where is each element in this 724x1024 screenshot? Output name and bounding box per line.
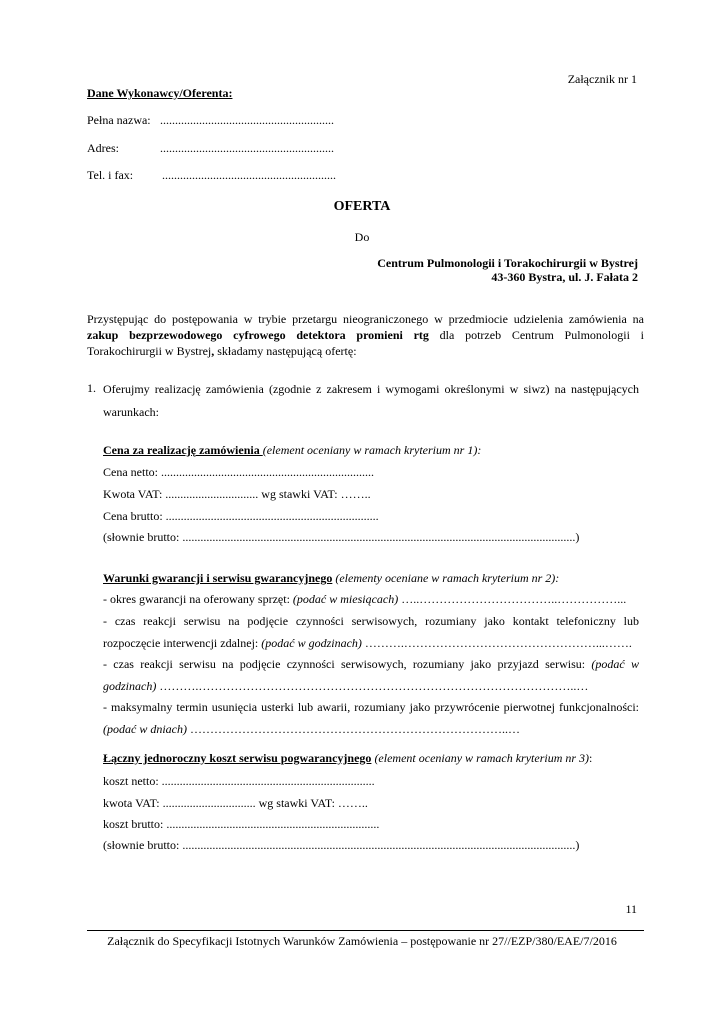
page-number: 11 [625, 902, 637, 916]
repair-time-text: - maksymalny termin usunięcia usterki lub awarii, rozumiany jako przywrócenie pierwotnej funkcjonalności: [103, 700, 639, 714]
attachment-label: Załącznik nr 1 [567, 72, 637, 86]
warranty-heading-text: Warunki gwarancji i serwisu gwarancyjnego [103, 571, 333, 585]
onsite-response-hint: (podać w godzinach) [103, 657, 639, 693]
remote-response-text: - czas reakcji serwisu na podjęcie czynności serwisowych, rozumiany jako kontakt telefoniczny lub rozpoczęcie interwencji zdalnej: [103, 614, 639, 650]
warranty-period-label: - okres gwarancji na oferowany sprzęt: [103, 592, 293, 606]
warranty-period-field: …..……………………………..……………... [398, 592, 627, 606]
onsite-response-field: ……….…………………………………………………………………………………..… [156, 679, 589, 693]
price-words: (słownie brutto: ...................................................................................................................................) [103, 530, 580, 544]
offer-to: Do [354, 230, 370, 244]
intro-text-2: dla potrzeb Centrum Pulmonologii i Torakochirurgii w Bystrej [87, 328, 644, 358]
warranty-heading [103, 571, 559, 586]
phone-fax-field: .......................................................... [162, 168, 336, 182]
remote-response-field: ……….…………………………………………...……. [361, 636, 632, 650]
intro-paragraph [87, 311, 644, 359]
postwarranty-vat: kwota VAT: ............................... wg stawki VAT: …….. [103, 796, 368, 810]
remote-response-hint: (podać w godzinach) [261, 636, 362, 650]
warranty-onsite-response [103, 653, 639, 697]
warranty-heading-note: (elementy oceniane w ramach kryterium nr 2): [332, 571, 560, 585]
repair-time-hint: (podać w dniach) [103, 722, 187, 736]
warranty-repair-time [103, 696, 639, 740]
intro-subject: zakup bezprzewodowego cyfrowego detektora promieni rtg [87, 328, 429, 342]
price-heading-note: (element oceniany w ramach kryterium nr 1): [262, 443, 482, 457]
onsite-response-text: - czas reakcji serwisu na podjęcie czynności serwisowych, rozumiany jako przyjazd serwisu: [103, 657, 592, 671]
address-label: Adres: [87, 141, 119, 155]
address-field: .......................................................... [160, 141, 334, 155]
phone-fax-label: Tel. i fax: [87, 168, 134, 182]
postwarranty-words: (słownie brutto: ...................................................................................................................................) [103, 838, 580, 852]
intro-text-1: Przystępując do postępowania w trybie przetargu nieograniczonego w przedmiocie udzielenia zamówienia na [87, 312, 644, 326]
footer-text: Załącznik do Specyfikacji Istotnych Warunków Zamówienia – postępowanie nr 27//EZP/380/EAE/7/2016 [107, 934, 617, 948]
repair-time-field: ……………………………………………………………………..… [186, 722, 520, 736]
price-heading [103, 443, 481, 458]
price-gross: Cena brutto: ....................................................................... [103, 509, 379, 523]
warranty-period [103, 592, 626, 607]
recipient-line1: Centrum Pulmonologii i Torakochirurgii w Bystrej [377, 256, 638, 270]
intro-text-3: składamy następującą ofertę: [214, 344, 357, 358]
price-net: Cena netto: ....................................................................... [103, 465, 374, 479]
postwarranty-heading-note: (element oceniany w ramach kryterium nr 3) [371, 751, 590, 765]
postwarranty-net: koszt netto: ....................................................................... [103, 774, 375, 788]
postwarranty-heading-text: Łączny jednoroczny koszt serwisu pogwarancyjnego [103, 751, 372, 765]
postwarranty-gross: koszt brutto: ....................................................................... [103, 817, 380, 831]
price-vat: Kwota VAT: ............................... wg stawki VAT: …….. [103, 487, 371, 501]
footer-divider [87, 930, 644, 931]
contractor-heading: Dane Wykonawcy/Oferenta: [87, 86, 233, 100]
full-name-field: .......................................................... [160, 113, 334, 127]
item1-text: Oferujmy realizację zamówienia (zgodnie z zakresem i wymogami określonymi w siwz) na następujących warunkach: [103, 382, 639, 419]
postwarranty-heading-colon: : [589, 751, 593, 765]
postwarranty-heading [103, 751, 592, 766]
price-heading-text: Cena za realizację zamówienia [103, 443, 263, 457]
full-name-label: Pełna nazwa: [87, 113, 151, 127]
intro-comma: , [211, 344, 215, 358]
warranty-remote-response [103, 610, 639, 654]
recipient-line2: 43-360 Bystra, ul. J. Fałata 2 [491, 270, 638, 284]
offer-title: OFERTA [333, 199, 391, 214]
item1-number: 1. [87, 381, 96, 395]
warranty-period-hint: (podać w miesiącach) [292, 592, 399, 606]
